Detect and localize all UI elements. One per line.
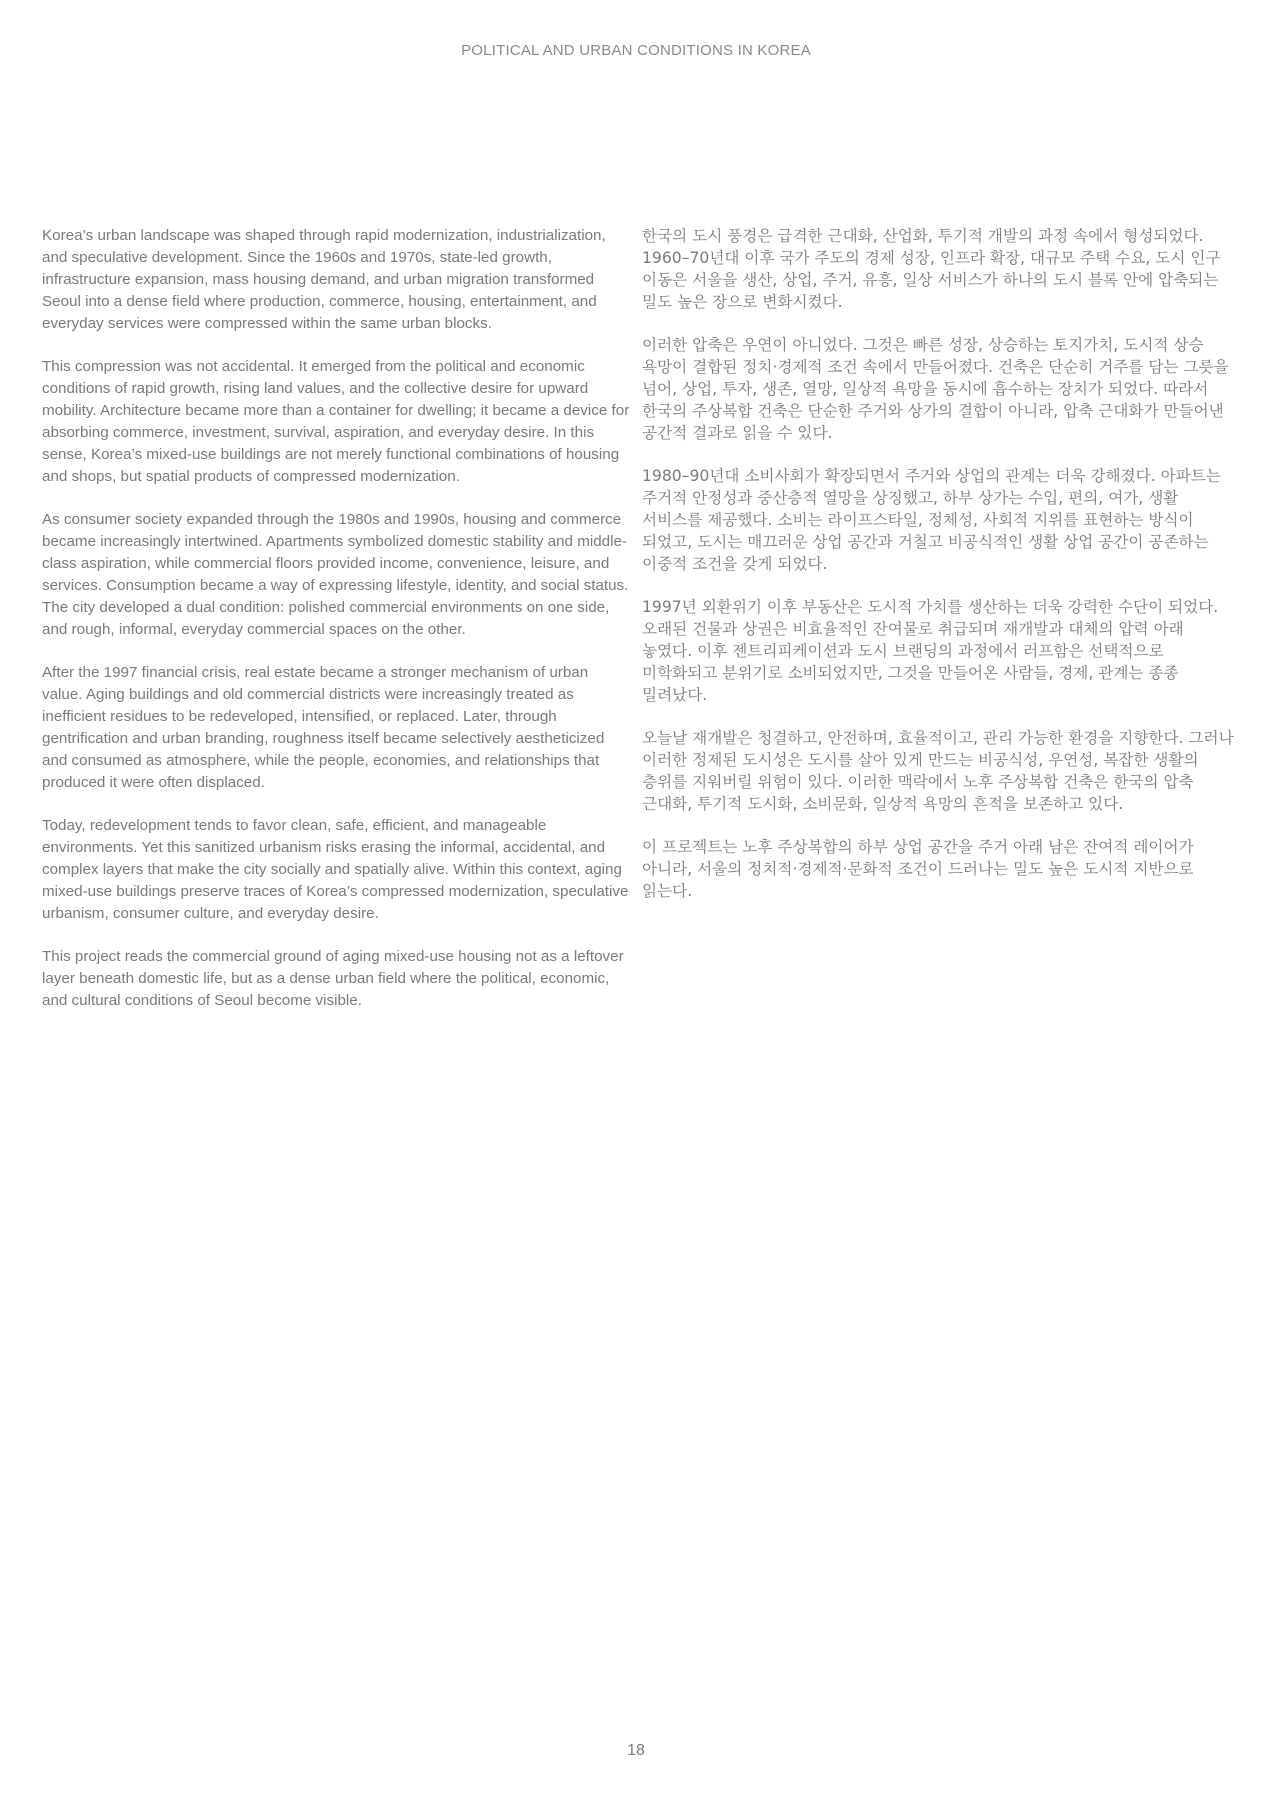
page-header-title: POLITICAL AND URBAN CONDITIONS IN KOREA: [461, 42, 811, 59]
english-text-column: [42, 225, 632, 1033]
korean-paragraph-1: 한국의 도시 풍경은 급격한 근대화, 산업화, 투기적 개발의 과정 속에서 형성되었다. 1960–70년대 이후 국가 주도의 경제 성장, 인프라 확장, 대규모 주택 수요, 도시 인구 이동은 서울을 생산, 상업, 주거, 유흥, 일상 서비스가 하나의 도시 블록 안에 압축되는 밀도 높은 장으로 변화시켰다.: [642, 227, 1221, 311]
korean-paragraph-5: 오늘날 재개발은 청결하고, 안전하며, 효율적이고, 관리 가능한 환경을 지향한다. 그러나 이러한 정제된 도시성은 도시를 살아 있게 만드는 비공식성, 우연성, 복잡한 생활의 층위를 지워버릴 위험이 있다. 이러한 맥락에서 노후 주상복합 건축은 한국의 압축 근대화, 투기적 도시화, 소비문화, 일상적 욕망의 흔적을 보존하고 있다.: [642, 729, 1234, 813]
english-paragraph-6: This project reads the commercial ground of aging mixed-use housing not as a leftover layer beneath domestic life, but as a dense urban field where the political, economic, and cultural conditions of Seoul become visible.: [42, 948, 624, 1009]
english-paragraph-1: Korea’s urban landscape was shaped through rapid modernization, industrialization, and speculative development. Since the 1960s and 1970s, state-led growth, infrastructure expansion, mass housing demand, and urban migration transformed Seoul into a dense field where production, commerce, housing, entertainment, and everyday services were compressed within the same urban blocks.: [42, 227, 606, 332]
korean-paragraph-6: 이 프로젝트는 노후 주상복합의 하부 상업 공간을 주거 아래 남은 잔여적 레이어가 아니라, 서울의 정치적·경제적·문화적 조건이 드러나는 밀도 높은 도시적 지반으로 읽는다.: [642, 838, 1194, 900]
korean-paragraph-4: 1997년 외환위기 이후 부동산은 도시적 가치를 생산하는 더욱 강력한 수단이 되었다. 오래된 건물과 상권은 비효율적인 잔여물로 취급되며 재개발과 대체의 압력 아래 놓였다. 이후 젠트리피케이션과 도시 브랜딩의 과정에서 러프함은 선택적으로 미학화되고 분위기로 소비되었지만, 그것을 만들어온 사람들, 경제, 관계는 종종 밀려났다.: [642, 598, 1219, 704]
english-paragraph-2: This compression was not accidental. It emerged from the political and economic conditions of rapid growth, rising land values, and the collective desire for upward mobility. Architecture became more than a container for dwelling; it became a device for absorbing commerce, investment, survival, aspiration, and everyday desire. In this sense, Korea’s mixed-use buildings are not merely functional combinations of housing and shops, but spatial products of compressed modernization.: [42, 358, 630, 485]
english-paragraph-4: After the 1997 financial crisis, real estate became a stronger mechanism of urban value. Aging buildings and old commercial districts were increasingly treated as inefficient residues to be redeveloped, intensified, or replaced. Later, through gentrification and urban branding, roughness itself became selectively aestheticized and consumed as atmosphere, while the people, economies, and relationships that produced it were often displaced.: [42, 664, 605, 791]
english-paragraph-3: As consumer society expanded through the 1980s and 1990s, housing and commerce became increasingly intertwined. Apartments symbolized domestic stability and middle-class aspiration, while commercial floors provided income, convenience, leisure, and services. Consumption became a way of expressing lifestyle, identity, and social status. The city developed a dual condition: polished commercial environments on one side, and rough, informal, everyday commercial spaces on the other.: [42, 511, 629, 638]
korean-text-column: [642, 225, 1237, 923]
korean-paragraph-2: 이러한 압축은 우연이 아니었다. 그것은 빠른 성장, 상승하는 토지가치, 도시적 상승 욕망이 결합된 정치·경제적 조건 속에서 만들어졌다. 건축은 단순히 거주를 담는 그릇을 넘어, 상업, 투자, 생존, 열망, 일상적 욕망을 동시에 흡수하는 장치가 되었다. 따라서 한국의 주상복합 건축은 단순한 주거와 상가의 결합이 아니라, 압축 근대화가 만들어낸 공간적 결과로 읽을 수 있다.: [642, 336, 1229, 442]
korean-paragraph-3: 1980–90년대 소비사회가 확장되면서 주거와 상업의 관계는 더욱 강해졌다. 아파트는 주거적 안정성과 중산층적 열망을 상징했고, 하부 상가는 수입, 편의, 여가, 생활 서비스를 제공했다. 소비는 라이프스타일, 정체성, 사회적 지위를 표현하는 방식이 되었고, 도시는 매끄러운 상업 공간과 거칠고 비공식적인 생활 상업 공간이 공존하는 이중적 조건을 갖게 되었다.: [642, 467, 1221, 573]
english-paragraph-5: Today, redevelopment tends to favor clean, safe, efficient, and manageable environments. Yet this sanitized urbanism risks erasing the informal, accidental, and complex layers that make the city socially and spatially alive. Within this context, aging mixed-use buildings preserve traces of Korea’s compressed modernization, speculative urbanism, consumer culture, and everyday desire.: [42, 817, 629, 922]
page-number: 18: [627, 1742, 645, 1759]
